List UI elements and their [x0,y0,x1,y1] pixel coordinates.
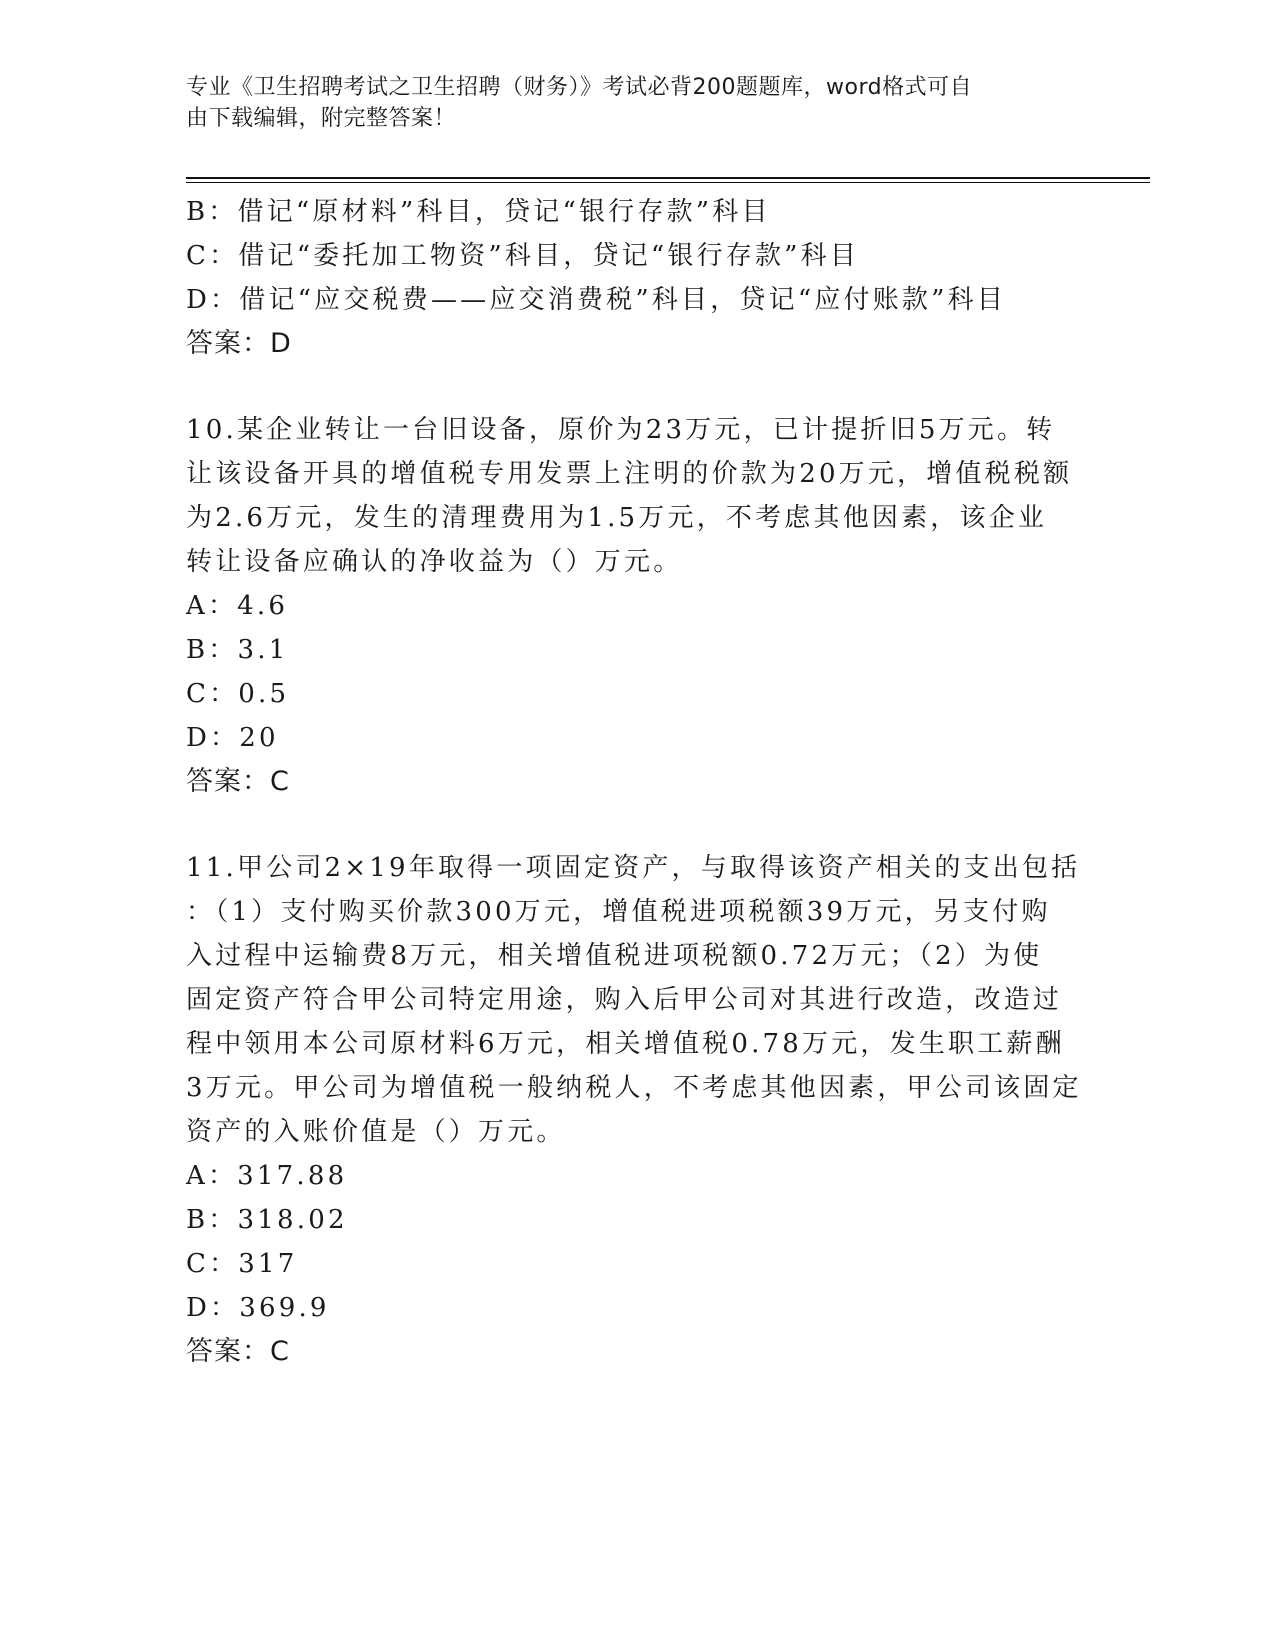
q11-stem-line-2: ：（1）支付购买价款300万元，增值税进项税额39万元，另支付购 [186,897,1051,927]
header-line-2: 由下载编辑，附完整答案！ [186,106,457,131]
q9-answer: 答案：D [186,328,292,359]
q11-answer: 答案：C [186,1336,290,1367]
q10-option-a: A：4.6 [186,591,289,621]
q11-stem-line-1: 11.甲公司2×19年取得一项固定资产，与取得该资产相关的支出包括 [186,853,1081,883]
q11-stem-line-3: 入过程中运输费8万元，相关增值税进项税额0.72万元；（2）为使 [186,941,1043,971]
q11-stem-line-6: 3万元。甲公司为增值税一般纳税人，不考虑其他因素，甲公司该固定 [186,1073,1082,1103]
q11-option-d: D：369.9 [186,1293,330,1323]
q10-answer: 答案：C [186,766,290,797]
header-line-1: 专业《卫生招聘考试之卫生招聘（财务）》考试必背200题题库，word格式可自 [186,75,973,100]
q10-stem-line-3: 为2.6万元，发生的清理费用为1.5万元，不考虑其他因素，该企业 [186,503,1048,533]
q10-stem-line-4: 转让设备应确认的净收益为（）万元。 [186,547,683,577]
q9-option-c: C：借记“委托加工物资”科目，贷记“银行存款”科目 [186,241,860,271]
document-header [186,72,1086,134]
q11-option-a: A：317.88 [186,1161,348,1191]
q9-option-b: B：借记“原材料”科目，贷记“银行存款”科目 [186,197,771,227]
header-rule-thin [186,182,1150,183]
q11-option-c: C：317 [186,1249,298,1279]
q11-stem-line-5: 程中领用本公司原材料6万元，相关增值税0.78万元，发生职工薪酬 [186,1029,1065,1059]
q11-stem-line-7: 资产的入账价值是（）万元。 [186,1117,566,1147]
q11-stem-line-4: 固定资产符合甲公司特定用途，购入后甲公司对其进行改造，改造过 [186,985,1063,1015]
q10-option-d: D：20 [186,723,279,753]
q11-option-b: B：318.02 [186,1205,348,1235]
q10-option-b: B：3.1 [186,635,289,665]
header-rule-thick [186,177,1150,179]
q10-option-c: C：0.5 [186,679,290,709]
q9-option-d: D：借记“应交税费——应交消费税”科目，贷记“应付账款”科目 [186,285,1007,315]
q10-stem-line-1: 10.某企业转让一台旧设备，原价为23万元，已计提折旧5万元。转 [186,415,1056,445]
q10-stem-line-2: 让该设备开具的增值税专用发票上注明的价款为20万元，增值税税额 [186,459,1073,489]
